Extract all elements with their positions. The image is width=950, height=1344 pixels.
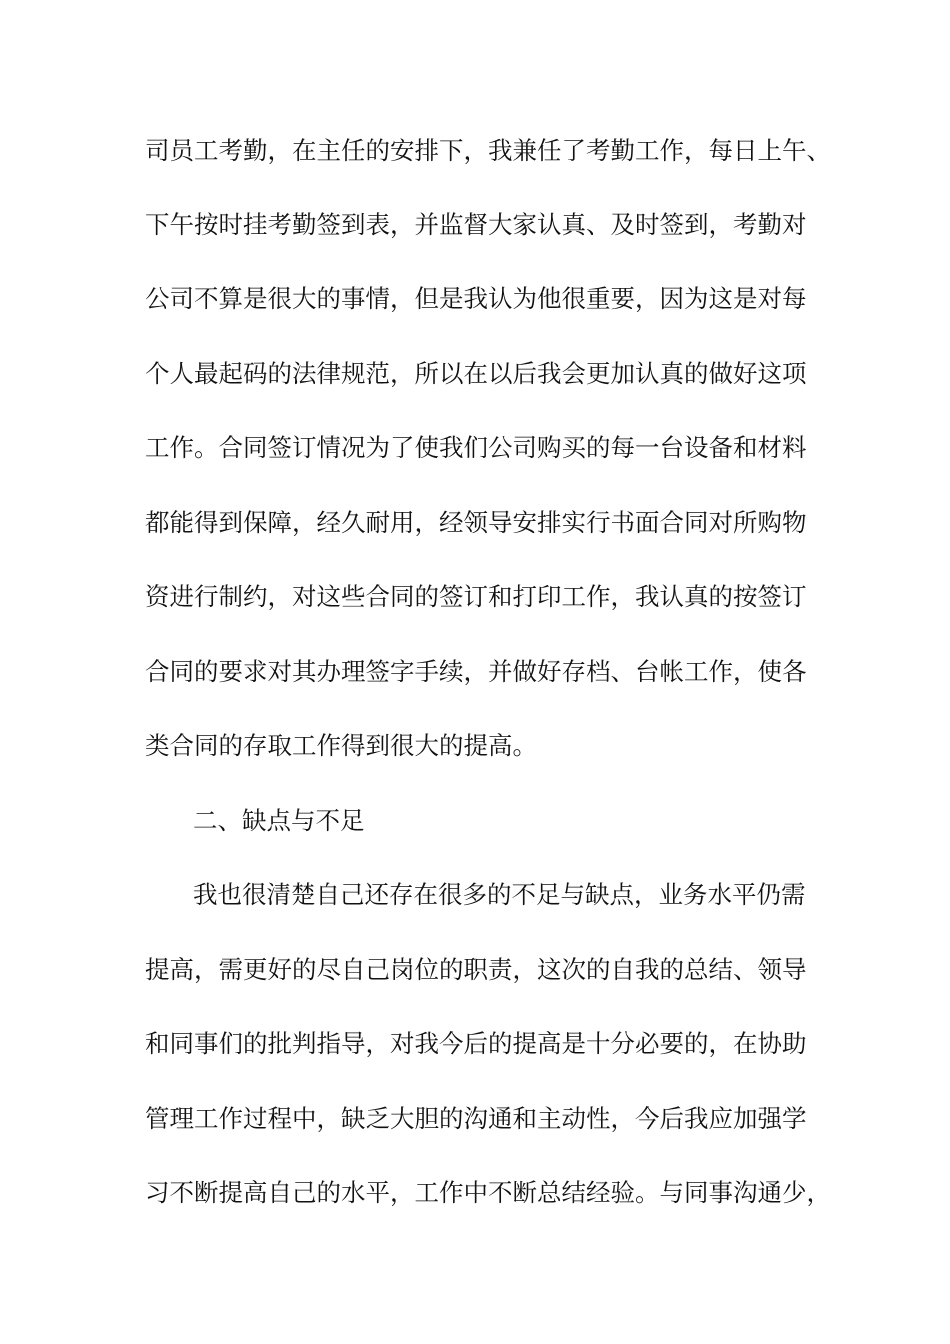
text-line-14: 管理工作过程中，缺乏大胆的沟通和主动性，今后我应加强学	[145, 1104, 807, 1133]
text-line-5: 工作。合同签订情况为了使我们公司购买的每一台设备和材料	[145, 433, 807, 462]
text-line-4: 个人最起码的法律规范，所以在以后我会更加认真的做好这项	[145, 359, 807, 388]
text-line-11: 我也很清楚自己还存在很多的不足与缺点，业务水平仍需	[193, 880, 806, 909]
text-line-2: 下午按时挂考勤签到表，并监督大家认真、及时签到，考勤对	[145, 210, 807, 239]
text-line-15: 习不断提高自己的水平，工作中不断总结经验。与同事沟通少，	[145, 1178, 831, 1207]
text-line-8: 合同的要求对其办理签字手续，并做好存档、台帐工作，使各	[145, 657, 807, 686]
text-line-3: 公司不算是很大的事情，但是我认为他很重要，因为这是对每	[145, 284, 807, 313]
text-line-13: 和同事们的批判指导，对我今后的提高是十分必要的，在协助	[145, 1029, 807, 1058]
text-line-1: 司员工考勤，在主任的安排下，我兼任了考勤工作，每日上午、	[145, 136, 831, 165]
text-line-9: 类合同的存取工作得到很大的提高。	[145, 731, 537, 760]
text-line-7: 资进行制约，对这些合同的签订和打印工作，我认真的按签订	[145, 582, 807, 611]
section-heading: 二、缺点与不足	[193, 806, 365, 835]
text-line-12: 提高，需更好的尽自己岗位的职责，这次的自我的总结、领导	[145, 955, 807, 984]
text-line-6: 都能得到保障，经久耐用，经领导安排实行书面合同对所购物	[145, 508, 807, 537]
